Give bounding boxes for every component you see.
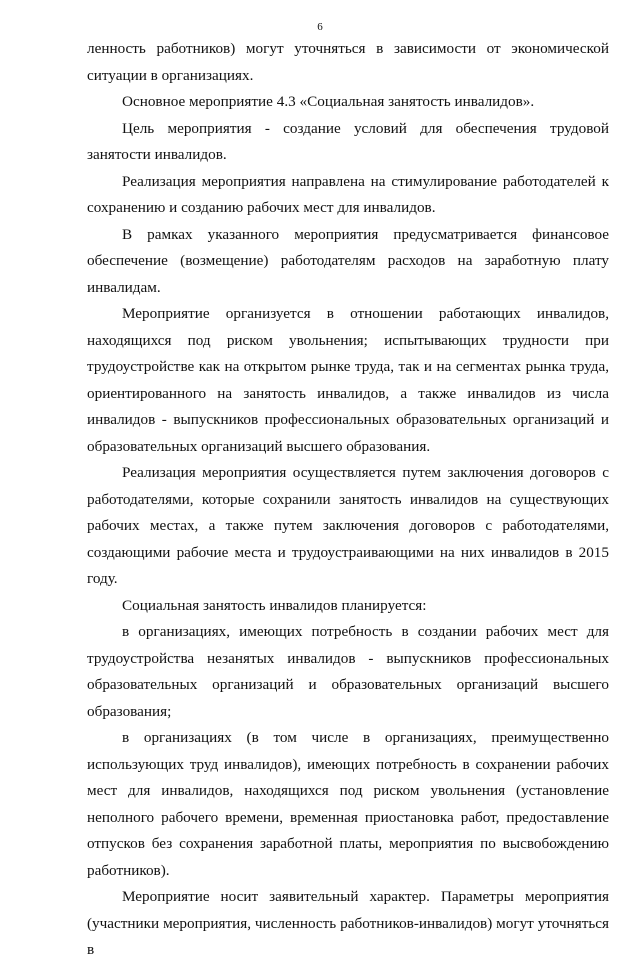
paragraph: Реализация мероприятия направлена на стимулирование работодателей к сохранению и созданию рабочих мест для инвалидов. [87,172,609,216]
paragraph-section-heading: Основное мероприятие 4.3 «Социальная занятость инвалидов». [122,93,535,110]
paragraph-list-intro: Социальная занятость инвалидов планируется: [122,596,427,614]
paragraph-goal: Цель мероприятия - создание условий для обеспечения трудовой занятости инвалидов. [87,119,609,163]
paragraph: Реализация мероприятия осуществляется путем заключения договоров с работодателями, которые сохранили занятость инвалидов на существующих рабочих местах, а также путем заключения договоров с работодателями, создающими рабочие места и трудоустраивающими на них инвалидов в 2015 году. [87,464,609,587]
paragraph: Мероприятие организуется в отношении работающих инвалидов, находящихся под риском увольнения; испытывающих трудности при трудоустройстве как на открытом рынке труда, так и на сегментах рынка труда, ориентированного на занятость инвалидов, а также инвалидов из числа инвалидов - выпускников профессиональных образовательных организаций и образовательных организаций высшего образования. [87,305,609,455]
paragraph-list-item: в организациях (в том числе в организациях, преимущественно использующих труд инвалидов), имеющих потребность в сохранении рабочих мест для инвалидов, находящихся под риском увольнения (установление неполного рабочего времени, временная приостановка работ, предоставление отпусков без сохранения заработной платы, мероприятия по высвобождению работников). [87,729,609,879]
paragraph-list-item: в организациях, имеющих потребность в создании рабочих мест для трудоустройства незанятых инвалидов - выпускников профессиональных образовательных организаций и образовательных организаций высшего образования; [87,623,609,720]
document-body [87,36,609,964]
paragraph: Мероприятие носит заявительный характер. Параметры мероприятия (участники мероприятия, численность работников-инвалидов) могут уточняться в [87,888,609,958]
page-number: 6 [317,21,323,33]
paragraph-continued: ленность работников) могут уточняться в зависимости от экономической ситуации в организациях. [87,40,609,84]
paragraph: В рамках указанного мероприятия предусматривается финансовое обеспечение (возмещение) работодателям расходов на заработную плату инвалидам. [87,225,609,296]
